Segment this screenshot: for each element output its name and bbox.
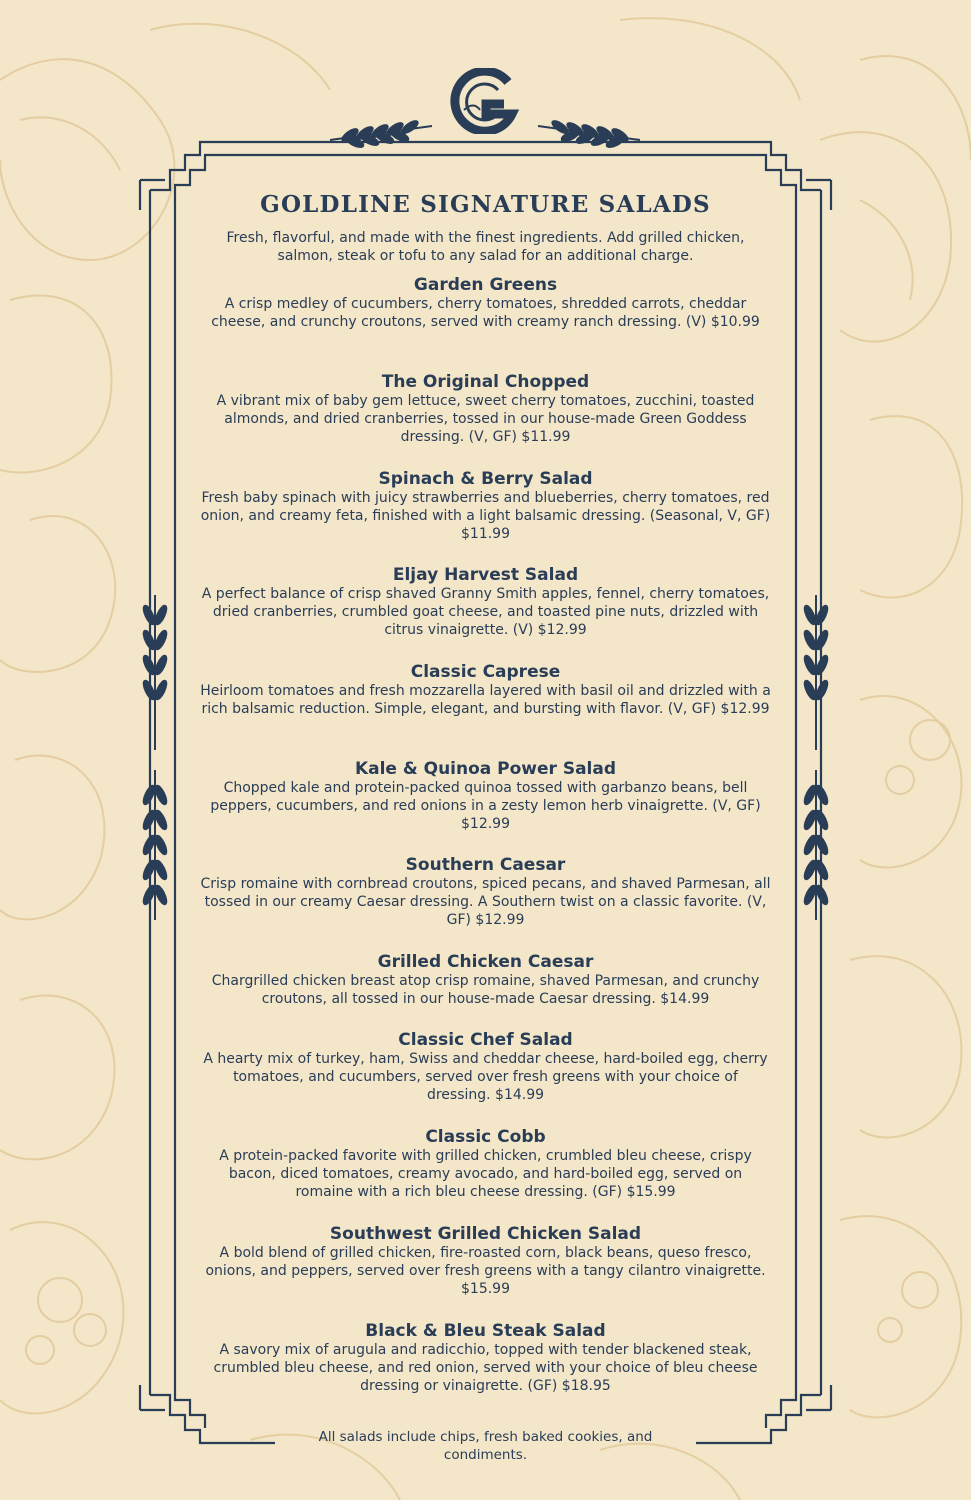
menu-item-description: A protein-packed favorite with grilled chicken, crumbled bleu cheese, crispy bacon, diced tomatoes, creamy avocado, and hard-boiled egg, served on romaine with a rich bleu cheese dressing. (GF) $15.99: [219, 1148, 752, 1200]
menu-item: [200, 469, 771, 543]
menu-item: [200, 855, 771, 929]
menu-item-name: The Original Chopped: [381, 372, 590, 392]
menu-item-description: Heirloom tomatoes and fresh mozzarella layered with basil oil and drizzled with a rich balsamic reduction. Simple, elegant, and bursting with flavor. (V, GF) $12.99: [200, 683, 771, 717]
menu-item-description: A perfect balance of crisp shaved Granny Smith apples, fennel, cherry tomatoes, dried cranberries, crumbled goat cheese, and toasted pine nuts, drizzled with citrus vinaigrette. (V) $12.99: [201, 586, 770, 638]
menu-item: [200, 275, 771, 331]
menu-item-name: Classic Chef Salad: [398, 1030, 573, 1050]
menu-title: GOLDLINE SIGNATURE SALADS: [260, 191, 711, 218]
laurel-vine-icon: [803, 595, 830, 920]
menu-item-name: Grilled Chicken Caesar: [377, 952, 594, 972]
menu-item-name: Garden Greens: [413, 275, 558, 295]
menu-item-description: A bold blend of grilled chicken, fire-roasted corn, black beans, queso fresco, onions, and peppers, served over fresh greens with a tangy cilantro vinaigrette. $15.99: [205, 1245, 766, 1297]
menu-item-name: Eljay Harvest Salad: [392, 565, 579, 585]
menu-item-name: Southwest Grilled Chicken Salad: [329, 1224, 642, 1244]
wheat-sprig-icon: [538, 119, 640, 149]
menu-item-name: Kale & Quinoa Power Salad: [354, 759, 617, 779]
menu-item: [200, 565, 771, 639]
menu-item-description: A savory mix of arugula and radicchio, topped with tender blackened steak, crumbled bleu cheese, and red onion, served with your choice of bleu cheese dressing or vinaigrette. (GF) $18.95: [213, 1342, 758, 1394]
menu-item-description: Fresh baby spinach with juicy strawberries and blueberries, cherry tomatoes, red onion, and creamy feta, finished with a light balsamic dressing. (Seasonal, V, GF) $11.99: [200, 490, 771, 542]
menu-item-name: Southern Caesar: [405, 855, 566, 875]
menu-intro: Fresh, flavorful, and made with the finest ingredients. Add grilled chicken, salmon, steak or tofu to any salad for an additional charge.: [226, 230, 745, 264]
menu-footer-note: All salads include chips, fresh baked cookies, and condiments.: [318, 1429, 653, 1463]
menu-item: [200, 1030, 771, 1104]
menu-item-description: A hearty mix of turkey, ham, Swiss and cheddar cheese, hard-boiled egg, cherry tomatoes, and cucumbers, served over fresh greens with your choice of dressing. $14.99: [203, 1051, 768, 1103]
menu-item-name: Classic Cobb: [425, 1127, 546, 1147]
menu-item-description: A vibrant mix of baby gem lettuce, sweet cherry tomatoes, zucchini, toasted almonds, and dried cranberries, tossed in our house-made Green Goddess dressing. (V, GF) $11.99: [216, 393, 755, 445]
menu-item: [200, 372, 771, 446]
menu-item-name: Black & Bleu Steak Salad: [365, 1321, 606, 1341]
menu-item: [200, 759, 771, 833]
menu-item-description: Chargrilled chicken breast atop crisp romaine, shaved Parmesan, and crunchy croutons, all tossed in our house-made Caesar dressing. $14.99: [211, 973, 760, 1007]
menu-item-description: A crisp medley of cucumbers, cherry tomatoes, shredded carrots, cheddar cheese, and crunchy croutons, served with creamy ranch dressing. (V) $10.99: [211, 296, 760, 330]
menu-item: [200, 1321, 771, 1395]
laurel-vine-icon: [142, 595, 169, 920]
menu-item: [200, 952, 771, 1008]
menu-item-description: Crisp romaine with cornbread croutons, spiced pecans, and shaved Parmesan, all tossed in our creamy Caesar dressing. A Southern twist on a classic favorite. (V, GF) $12.99: [200, 876, 771, 928]
wheat-sprig-icon: [330, 119, 432, 149]
menu-item-name: Classic Caprese: [410, 662, 561, 682]
menu-item: [200, 662, 771, 718]
menu-item-description: Chopped kale and protein-packed quinoa tossed with garbanzo beans, bell peppers, cucumbers, and red onions in a zesty lemon herb vinaigrette. (V, GF) $12.99: [210, 780, 761, 832]
menu-item: [200, 1127, 771, 1201]
menu-item: [200, 1224, 771, 1298]
menu-item-name: Spinach & Berry Salad: [378, 469, 593, 489]
logo-g-icon: [446, 68, 522, 134]
